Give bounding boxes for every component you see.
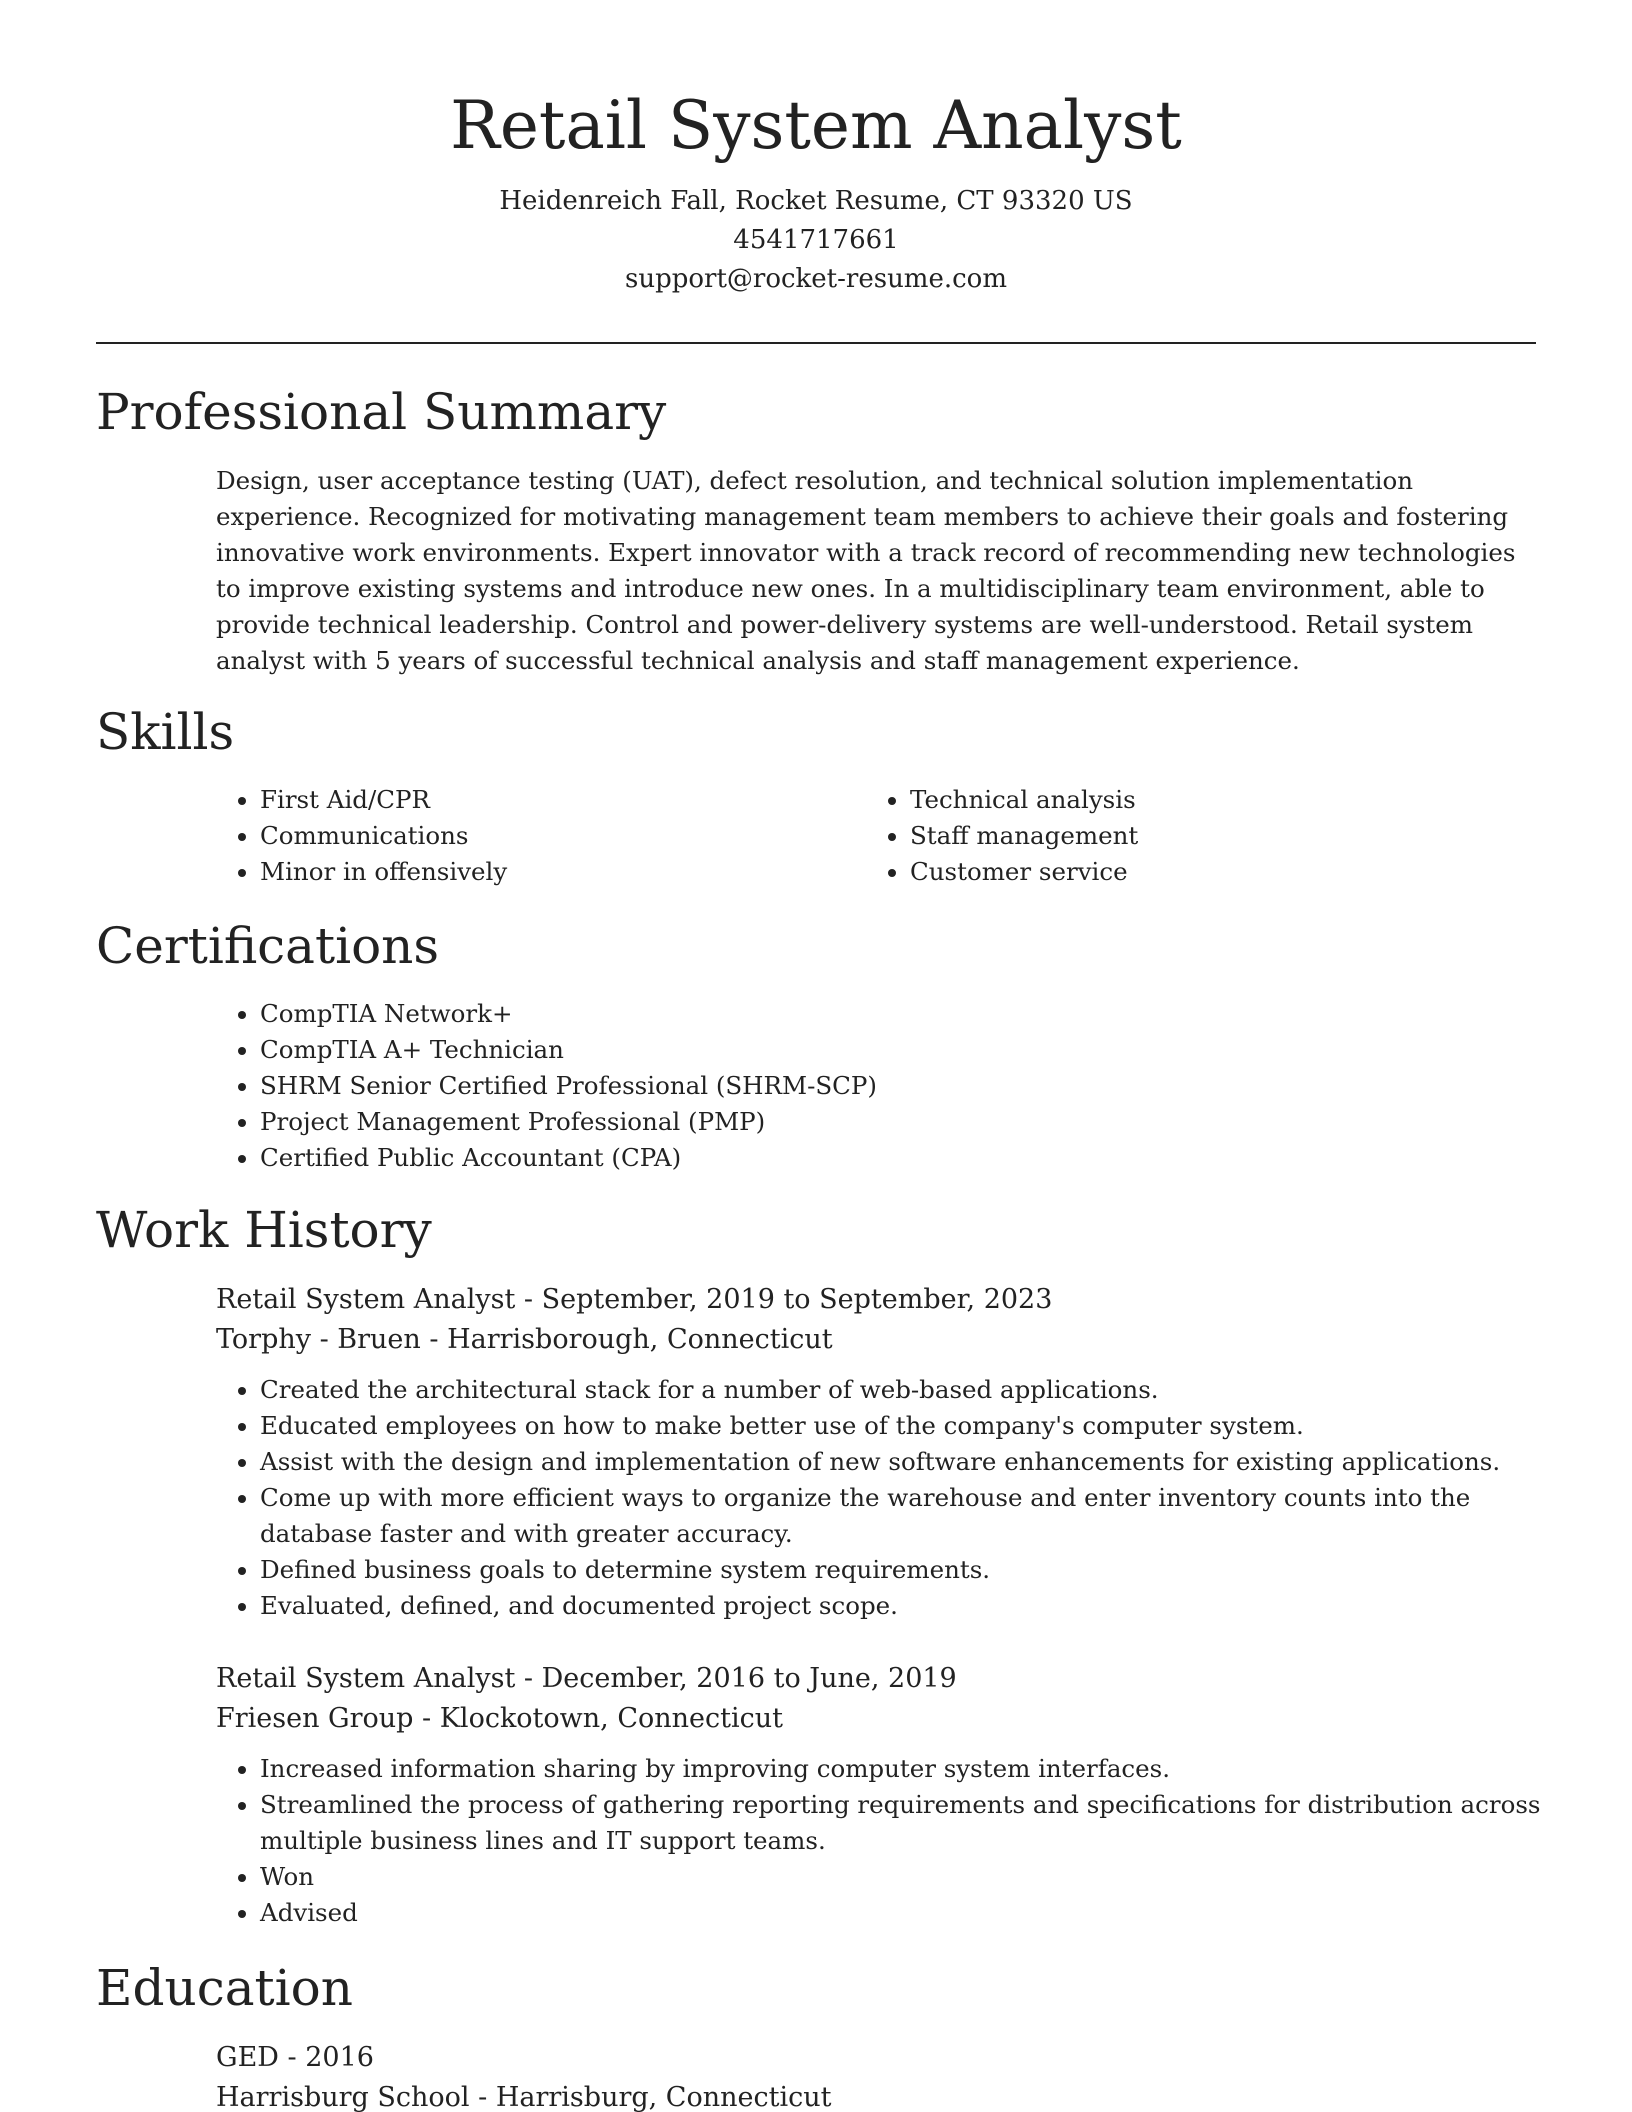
education-school-line xyxy=(216,2078,1536,2112)
email: support@rocket-resume.com xyxy=(624,264,1007,294)
work-history-heading: Work History xyxy=(96,1201,432,1259)
skills-column-left xyxy=(216,782,836,890)
certifications-list xyxy=(216,996,1536,1176)
job-role: Retail System Analyst xyxy=(216,1284,516,1315)
job-company: Torphy - Bruen xyxy=(216,1324,421,1355)
skills-list-left xyxy=(216,782,836,890)
job-duty: • Defined business goals to determine system requirements. xyxy=(260,1552,1546,1588)
job-company-line xyxy=(216,1320,1546,1360)
job-location: - Klockotown, Connecticut xyxy=(413,1703,783,1734)
job-duties-list xyxy=(216,1751,1546,1931)
education-year: - 2016 xyxy=(278,2042,374,2073)
job-company-line xyxy=(216,1699,1546,1739)
job-dates: - December, 2016 to June, 2019 xyxy=(515,1663,957,1694)
job-duty: • Increased information sharing by improving computer system interfaces. xyxy=(260,1751,1546,1787)
skills-heading: Skills xyxy=(96,703,235,761)
certification-item: • Certified Public Accountant (CPA) xyxy=(260,1140,1536,1176)
skill-item: • Communications xyxy=(260,818,836,854)
address: Heidenreich Fall, Rocket Resume, CT 93320 US xyxy=(499,186,1133,216)
job-duty: • Created the architectural stack for a number of web-based applications. xyxy=(260,1372,1546,1408)
contact-info xyxy=(0,182,1632,299)
certifications-heading: Certifications xyxy=(96,917,440,975)
certification-item: • SHRM Senior Certified Professional (SHRM-SCP) xyxy=(260,1068,1536,1104)
certification-item: • Project Management Professional (PMP) xyxy=(260,1104,1536,1140)
education-entry xyxy=(216,2038,1536,2112)
summary-text: Design, user acceptance testing (UAT), defect resolution, and technical solution implementation experience. Recognized for motivating management team members to achieve their goals and fostering innovative work environments. Expert innovator with a track record of recommending new technologies to improve existing systems and introduce new ones. In a multidisciplinary team environment, able to provide technical leadership. Control and power-delivery systems are well-understood. Retail system analyst with 5 years of successful technical analysis and staff management experience. xyxy=(216,466,1516,675)
job-duty: • Educated employees on how to make better use of the company's computer system. xyxy=(260,1408,1546,1444)
skill-item: • Staff management xyxy=(910,818,1536,854)
job-location: - Harrisborough, Connecticut xyxy=(420,1324,833,1355)
certification-item: • CompTIA Network+ xyxy=(260,996,1536,1032)
job-duty: • Advised xyxy=(260,1895,1546,1931)
job-title-line xyxy=(216,1280,1546,1320)
resume-header xyxy=(0,80,1632,299)
education-location: - Harrisburg, Connecticut xyxy=(469,2082,832,2112)
education-degree-line xyxy=(216,2038,1536,2078)
skills-list-right xyxy=(866,782,1536,890)
job-duties-list xyxy=(216,1372,1546,1624)
skill-item: • Minor in offensively xyxy=(260,854,836,890)
job-entry xyxy=(216,1280,1546,1624)
job-duty: • Assist with the design and implementation of new software enhancements for existing applications. xyxy=(260,1444,1546,1480)
candidate-name: Retail System Analyst xyxy=(450,87,1182,164)
phone: 4541717661 xyxy=(733,225,899,255)
header-divider xyxy=(96,342,1536,344)
skills-column-right xyxy=(866,782,1536,890)
summary-heading: Professional Summary xyxy=(96,383,667,441)
education-degree: GED xyxy=(216,2042,279,2073)
skill-item: • First Aid/CPR xyxy=(260,782,836,818)
education-heading: Education xyxy=(96,1959,353,2017)
skill-item: • Customer service xyxy=(910,854,1536,890)
job-company: Friesen Group xyxy=(216,1703,414,1734)
certification-item: • CompTIA A+ Technician xyxy=(260,1032,1536,1068)
job-duty: • Come up with more efficient ways to organize the warehouse and enter inventory counts into the database faster and with greater accuracy. xyxy=(260,1480,1546,1552)
job-role: Retail System Analyst xyxy=(216,1663,516,1694)
job-title-line xyxy=(216,1659,1546,1699)
certifications-block xyxy=(216,996,1536,1176)
job-duty: • Won xyxy=(260,1859,1546,1895)
job-duty: • Streamlined the process of gathering reporting requirements and specifications for distribution across multiple business lines and IT support teams. xyxy=(260,1787,1546,1859)
skill-item: • Technical analysis xyxy=(910,782,1536,818)
job-duty: • Evaluated, defined, and documented project scope. xyxy=(260,1588,1546,1624)
education-school: Harrisburg School xyxy=(216,2082,470,2112)
job-entry xyxy=(216,1659,1546,1931)
job-dates: - September, 2019 to September, 2023 xyxy=(515,1284,1053,1315)
